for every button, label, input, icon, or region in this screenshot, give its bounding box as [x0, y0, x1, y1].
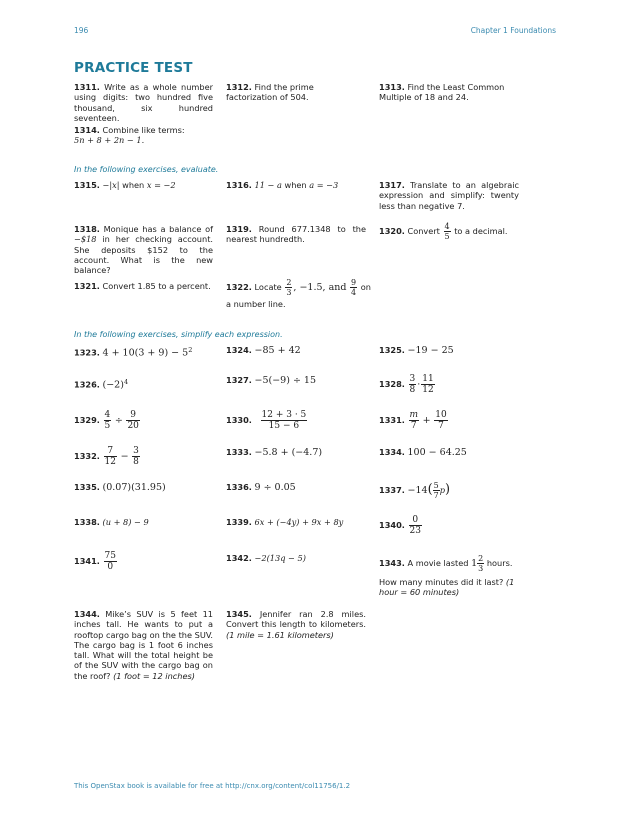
exercise-1316: 1316. 11 − a when a = −3	[226, 180, 339, 190]
fraction: $\frac{11}{12}$	[422, 374, 434, 395]
exercise-1311: 1311. Write as a whole number using digits: two hundred five thousand, six hundred seventeen.	[74, 82, 213, 123]
fraction: $\frac{4}{5}$	[104, 410, 111, 431]
exercise-1324: 1324. −85 + 42	[226, 345, 301, 356]
exercise-1320: 1320. Convert $\frac{4}{5}$ to a decimal.	[379, 222, 508, 241]
exercise-1337: 1337. −14( $\frac{5}{7}$ p)	[379, 481, 451, 500]
fraction: $\frac{2}{3}$	[286, 278, 292, 297]
exercise-1312: 1312. Find the prime factorization of 504.	[226, 82, 314, 103]
fraction: $\frac{4}{5}$	[444, 222, 450, 241]
exercise-1326: 1326. $(-2)^4$	[74, 378, 129, 391]
exercise-1317: 1317. Translate to an algebraic expression and simplify: twenty less than negative 7.	[379, 180, 519, 211]
exercise-1340: 1340. $\frac{0}{23}$	[379, 515, 421, 536]
exercise-1343: 1343. A movie lasted 1 $\frac{2}{3}$ hours. How many minutes did it last? (1 hour = 60 minutes)	[379, 554, 515, 598]
fraction: $\frac{3}{8}$	[409, 374, 416, 395]
exercise-1314: 1314. Combine like terms: 5n + 8 + 2n − 1.	[74, 125, 185, 146]
exercise-1336: 1336. 9 ÷ 0.05	[226, 482, 296, 493]
exercise-1331: 1331. $\frac{m}{7}$ + $\frac{10}{7}$	[379, 410, 447, 431]
exercise-1328: 1328. $\frac{3}{8}$ · $\frac{11}{12}$	[379, 374, 434, 395]
exercise-1338: 1338. (u + 8) − 9	[74, 517, 149, 527]
exercise-1334: 1334. 100 − 64.25	[379, 447, 467, 458]
footer-note: This OpenStax book is available for free at http://cnx.org/content/col11756/1.2	[74, 782, 351, 790]
fraction: $\frac{5}{7}$	[433, 481, 439, 500]
fraction: $\frac{3}{8}$	[133, 446, 139, 467]
fraction: $\frac{9}{20}$	[127, 410, 139, 431]
exercise-1344: 1344. Mike’s SUV is 5 feet 11 inches tall. He wants to put a rooftop cargo bag on the the SUV. The cargo bag is 1 foot 6 inches tall. What will the total height be of the SUV with the cargo bag on the roof? (1 foot = 12 inches)	[74, 609, 213, 681]
exercise-1335: 1335. (0.07)(31.95)	[74, 482, 166, 493]
fraction: $\frac{2}{3}$	[478, 554, 484, 573]
fraction: $\frac{75}{0}$	[104, 551, 116, 572]
page-number: 196	[74, 26, 89, 35]
chapter-title: Chapter 1 Foundations	[470, 26, 556, 35]
exercise-1330: 1330. $\frac{12 + 3 \cdot 5}{15 - 6}$	[226, 410, 307, 431]
exercise-1325: 1325. −19 − 25	[379, 345, 454, 356]
fraction: $\frac{12 + 3 \cdot 5}{15 - 6}$	[261, 410, 307, 431]
exercise-1329: 1329. $\frac{4}{5}$ ÷ $\frac{9}{20}$	[74, 410, 139, 431]
fraction: $\frac{9}{4}$	[351, 278, 357, 297]
exercise-1339: 1339. 6x + (−4y) + 9x + 8y	[226, 517, 344, 527]
exercise-1333: 1333. −5.8 + (−4.7)	[226, 447, 323, 458]
exercise-1345: 1345. Jennifer ran 2.8 miles. Convert this length to kilometers. (1 mile = 1.61 kilometers)	[226, 609, 366, 640]
fraction: $\frac{7}{12}$	[104, 446, 116, 467]
exercise-1319: 1319. Round 677.1348 to the nearest hundredth.	[226, 224, 367, 245]
exercise-1332: 1332. $\frac{7}{12}$ − $\frac{3}{8}$	[74, 446, 139, 467]
fraction: $\frac{0}{23}$	[409, 515, 421, 536]
exercise-1322: 1322. Locate $\frac{2}{3}$ , −1.5, and $\frac{9}{4}$ on a number line.	[226, 278, 371, 309]
section-title: PRACTICE TEST	[74, 60, 193, 76]
exercise-1318: 1318. Monique has a balance of −$18 in her checking account. She deposits $152 to the account. What is the new balance?	[74, 224, 214, 276]
instruction-simplify: In the following exercises, simplify each expression.	[74, 330, 283, 339]
exercise-1323: 1323. $4 + 10(3 + 9) - 5^2$	[74, 346, 193, 359]
fraction: $\frac{m}{7}$	[409, 410, 419, 431]
exercise-1315: 1315. −|x| when x = −2	[74, 180, 176, 190]
exercise-1327: 1327. −5(−9) ÷ 15	[226, 375, 317, 386]
fraction: $\frac{10}{7}$	[435, 410, 447, 431]
instruction-evaluate: In the following exercises, evaluate.	[74, 165, 219, 174]
exercise-1321: 1321. Convert 1.85 to a percent.	[74, 281, 211, 291]
exercise-1313: 1313. Find the Least Common Multiple of 18 and 24.	[379, 82, 505, 103]
exercise-1342: 1342. −2(13q − 5)	[226, 553, 306, 563]
exercise-1341: 1341. $\frac{75}{0}$	[74, 551, 116, 572]
